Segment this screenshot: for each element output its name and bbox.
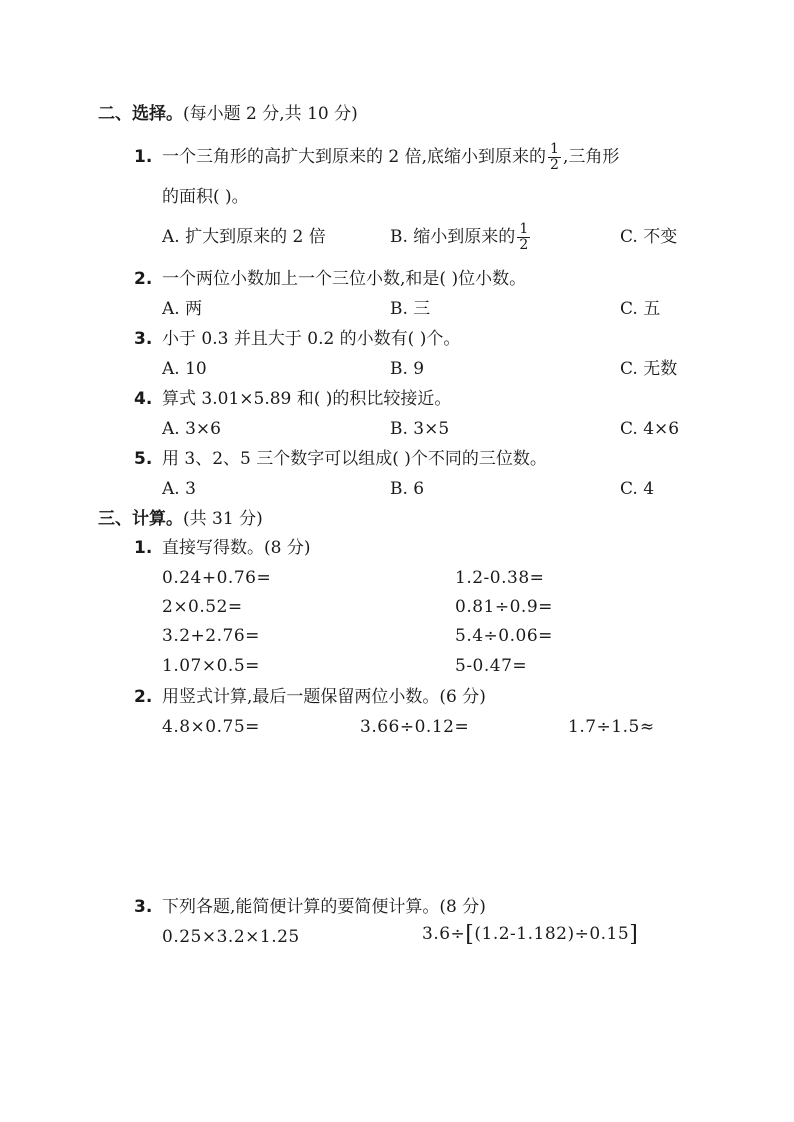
question-text: 用 3、2、5 三个数字可以组成( )个不同的三位数。 <box>162 449 547 469</box>
option-b: B. 6 <box>390 479 425 499</box>
question-text: 一个三角形的高扩大到原来的 2 倍,底缩小到原来的 <box>162 147 547 167</box>
question-5 <box>134 448 547 470</box>
simplify-calc-item <box>422 923 638 946</box>
oral-calc-item: 0.81÷0.9= <box>455 597 553 617</box>
question-text: 小于 0.3 并且大于 0.2 的小数有( )个。 <box>162 329 461 349</box>
expression-part: 3.6÷ <box>422 924 466 944</box>
section-2-note: (每小题 2 分,共 10 分) <box>183 104 358 124</box>
option-b: B. 三 <box>390 299 431 319</box>
fraction-numerator: 1 <box>550 141 559 157</box>
option-b: B. 3×5 <box>390 419 450 439</box>
question-2 <box>134 268 526 290</box>
fraction-denominator: 2 <box>519 237 529 253</box>
fraction-one-half <box>517 222 530 253</box>
oral-calc-item: 0.24+0.76= <box>162 568 272 588</box>
option-c: C. 不变 <box>620 227 678 247</box>
option-a: A. 两 <box>162 299 203 319</box>
option-c: C. 4×6 <box>620 419 680 439</box>
question-number: 3. <box>134 897 153 917</box>
calc-question-2 <box>134 686 486 708</box>
section-3-note: (共 31 分) <box>183 509 263 529</box>
calc-question-3 <box>134 896 486 918</box>
fraction-denominator: 2 <box>550 157 559 173</box>
section-3-title: 三、计算。 <box>98 509 183 529</box>
vertical-calc-item: 4.8×0.75= <box>162 717 260 737</box>
oral-calc-item: 3.2+2.76= <box>162 626 260 646</box>
question-text: 用竖式计算,最后一题保留两位小数。(6 分) <box>162 687 486 707</box>
option-b-text: B. 缩小到原来的 <box>390 227 516 247</box>
oral-calc-item: 5.4÷0.06= <box>455 626 553 646</box>
question-number: 4. <box>134 389 153 409</box>
option-a: A. 3 <box>162 479 196 499</box>
question-text: 一个两位小数加上一个三位小数,和是( )位小数。 <box>162 269 527 289</box>
question-number: 1. <box>134 538 153 558</box>
option-c: C. 五 <box>620 299 661 319</box>
option-a: A. 扩大到原来的 2 倍 <box>162 227 326 247</box>
calc-question-1 <box>134 537 310 559</box>
question-number: 5. <box>134 449 153 469</box>
right-bracket: ] <box>629 922 639 947</box>
question-text: ,三角形 <box>562 147 620 167</box>
option-a: A. 3×6 <box>162 419 221 439</box>
option-b <box>390 222 532 253</box>
option-c: C. 无数 <box>620 359 678 379</box>
oral-calc-item: 1.07×0.5= <box>162 656 260 676</box>
question-1-line-2: 的面积( )。 <box>162 187 249 207</box>
section-3-heading <box>98 508 263 530</box>
simplify-calc-item: 0.25×3.2×1.25 <box>162 927 300 947</box>
section-2-title: 二、选择。 <box>98 104 183 124</box>
oral-calc-item: 2×0.52= <box>162 597 243 617</box>
vertical-calc-item: 3.66÷0.12= <box>360 717 470 737</box>
expression-part: (1.2-1.182)÷0.15 <box>474 924 630 944</box>
question-number: 3. <box>134 329 153 349</box>
oral-calc-item: 5-0.47= <box>455 656 528 676</box>
question-number: 2. <box>134 269 153 289</box>
question-text: 直接写得数。(8 分) <box>162 538 311 558</box>
question-text: 下列各题,能简便计算的要简便计算。(8 分) <box>162 897 486 917</box>
section-2-heading <box>98 103 358 125</box>
question-number: 1. <box>134 147 153 167</box>
question-3 <box>134 328 460 350</box>
vertical-calc-item: 1.7÷1.5≈ <box>568 717 655 737</box>
left-bracket: [ <box>465 922 475 947</box>
question-number: 2. <box>134 687 153 707</box>
oral-calc-item: 1.2-0.38= <box>455 568 545 588</box>
fraction-numerator: 1 <box>519 221 529 237</box>
option-c: C. 4 <box>620 479 655 499</box>
option-b: B. 9 <box>390 359 425 379</box>
question-4 <box>134 388 451 410</box>
question-1 <box>134 142 619 173</box>
question-text: 算式 3.01×5.89 和( )的积比较接近。 <box>162 389 452 409</box>
option-a: A. 10 <box>162 359 207 379</box>
fraction-one-half <box>548 142 561 173</box>
